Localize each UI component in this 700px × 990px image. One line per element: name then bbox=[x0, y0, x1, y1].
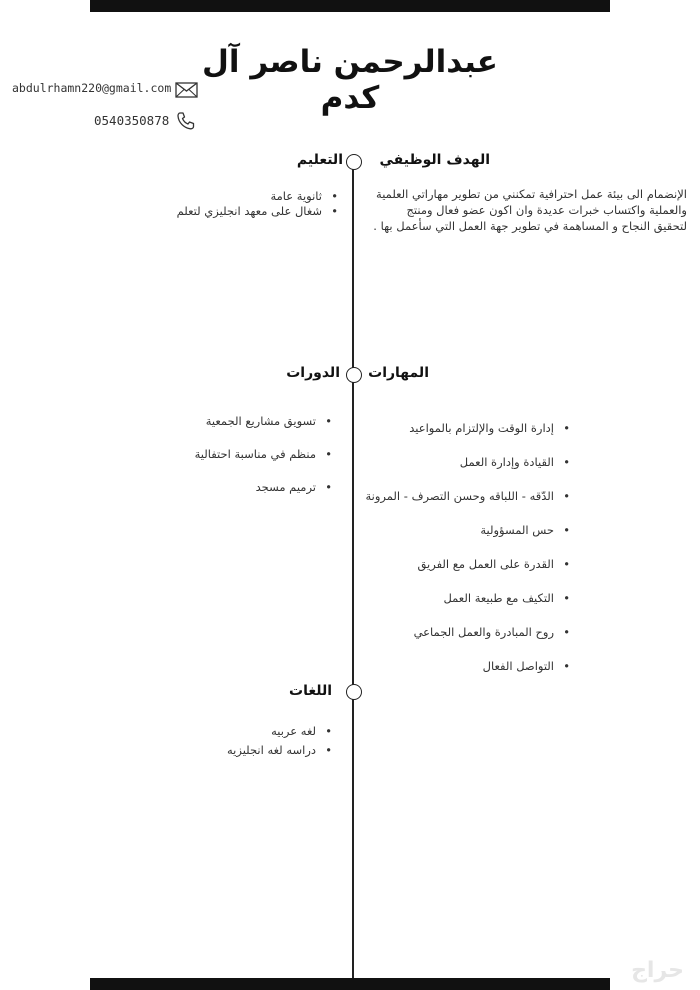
list-item: • التكيف مع طبيعة العمل bbox=[366, 591, 572, 625]
timeline-node-languages bbox=[346, 684, 362, 700]
objective-text: الإنضمام الى بيئة عمل احترافية تمكنني من تطوير مهاراتي العلمية والعملية واكتساب خبرات عديدة وان اكون عضو فعال ومنتج لتحقيق النجاح و المساهمة في تطوير جهة العمل التي سأعمل بها . bbox=[373, 187, 687, 233]
list-item: • القيادة وإدارة العمل bbox=[366, 455, 572, 489]
list-item: • دراسه لغه انجليزيه bbox=[227, 743, 334, 762]
list-item: • منظم في مناسبة احتفالية bbox=[195, 447, 334, 480]
list-item: • شغال على معهد انجليزي لتعلم bbox=[177, 204, 340, 219]
languages-list bbox=[227, 724, 334, 762]
envelope-icon bbox=[175, 82, 198, 98]
languages-heading: اللغات bbox=[289, 683, 332, 699]
timeline-node-skills bbox=[346, 367, 362, 383]
courses-list bbox=[195, 414, 334, 513]
list-item: • ترميم مسجد bbox=[195, 480, 334, 513]
list-item: • لغه عربيه bbox=[227, 724, 334, 743]
phone-icon bbox=[176, 111, 196, 131]
skills-list bbox=[366, 421, 572, 693]
list-item: • إدارة الوقت والإلتزام بالمواعيد bbox=[366, 421, 572, 455]
courses-heading: الدورات bbox=[286, 365, 340, 381]
bottom-bar bbox=[90, 978, 610, 990]
timeline-node-objective bbox=[346, 154, 362, 170]
list-item: • روح المبادرة والعمل الجماعي bbox=[366, 625, 572, 659]
watermark: حراج bbox=[631, 958, 684, 983]
skills-heading: المهارات bbox=[368, 365, 429, 381]
email-text[interactable]: abdulrhamn220@gmail.com bbox=[12, 81, 172, 95]
education-heading: التعليم bbox=[296, 152, 343, 168]
list-item: • تسويق مشاريع الجمعية bbox=[195, 414, 334, 447]
top-bar bbox=[90, 0, 610, 12]
list-item: • حس المسؤولية bbox=[366, 523, 572, 557]
phone-text[interactable]: 0540350878 bbox=[94, 113, 170, 128]
education-list bbox=[177, 189, 340, 219]
timeline-line bbox=[352, 165, 354, 990]
objective-heading: الهدف الوظيفي bbox=[379, 152, 490, 168]
list-item: • ثانوية عامة bbox=[177, 189, 340, 204]
list-item: • القدرة على العمل مع الفريق bbox=[366, 557, 572, 591]
candidate-name: عبدالرحمن ناصر آل كدم bbox=[202, 44, 498, 116]
list-item: • الدّقه - اللباقه وحسن التصرف - المرونة bbox=[366, 489, 572, 523]
list-item: • التواصل الفعال bbox=[366, 659, 572, 693]
